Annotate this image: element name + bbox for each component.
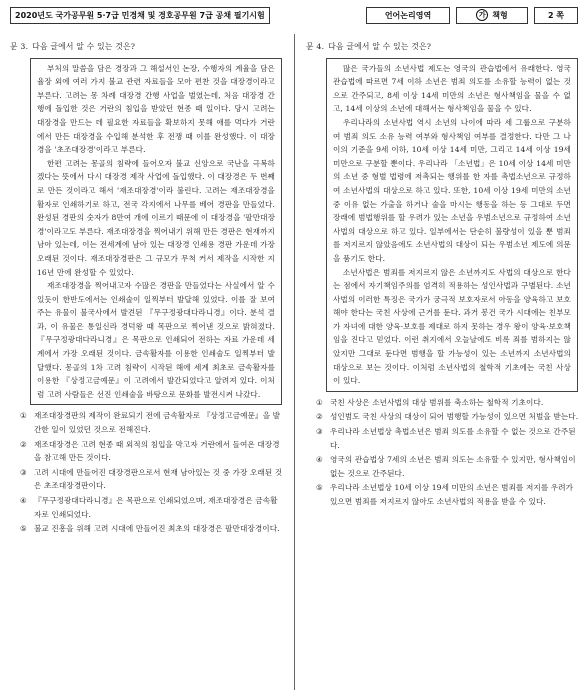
question-3-text: 다음 글에서 알 수 있는 것은?: [32, 42, 136, 51]
option-number: ⑤: [316, 483, 323, 493]
answer-option-3[interactable]: [20, 466, 284, 493]
question-3-options: [8, 409, 284, 535]
question-3-number: 문 3.: [10, 42, 29, 51]
option-text: 재조대장경판의 제작이 완료되기 전에 금속활자로 『상정고금예문』을 발간한 일이 있었던 것으로 전해진다.: [34, 411, 281, 435]
question-4-prompt: [304, 40, 580, 54]
option-text: 우리나라 소년법상 10세 이상 19세 미만의 소년은 범죄를 저지를 우려가 있으면 범죄를 저지르지 않아도 소년사법의 적용을 받을 수 있다.: [330, 483, 574, 506]
answer-option-2[interactable]: [316, 410, 580, 424]
passage-paragraph: 많은 국가들의 소년사법 제도는 영국의 관습법에서 유래한다. 영국 관습법에 따르면 7세 이하 소년은 범죄 의도를 소유할 능력이 없는 것으로 간주되고, 8세 이상 14세 미만의 소년은 형사책임을 물을 수 없고, 14세 이상의 소년에 대해서는 형사책임을 물을 수 있다.: [333, 63, 571, 114]
question-3-passage: [30, 58, 282, 406]
question-4-text: 다음 글에서 알 수 있는 것은?: [328, 42, 432, 51]
option-text: 불교 진흥을 위해 고려 시대에 만들어진 최초의 대장경은 팔만대장경이다.: [34, 524, 280, 534]
option-number: ④: [20, 496, 27, 505]
option-text: 성인범도 국친 사상의 대상이 되어 범행할 가능성이 있으면 처벌을 받는다.: [330, 412, 579, 422]
option-text: 영국의 관습법상 7세의 소년은 범죄 의도는 소유할 수 있지만, 형사책임이 없는 것으로 간주된다.: [330, 455, 576, 478]
option-number: ②: [20, 439, 27, 449]
question-4: [304, 40, 580, 510]
answer-option-2[interactable]: [20, 438, 284, 465]
answer-option-1[interactable]: [316, 396, 580, 410]
option-number: ①: [20, 411, 27, 421]
booklet-type-label: 책형: [492, 10, 508, 20]
option-text: 재조대장경은 고려 현종 때 외적의 침입을 막고자 거란에서 들여온 대장경을 참고해 만든 것이다.: [34, 439, 280, 463]
option-text: 고려 시대에 만들어진 대장경판으로서 현재 남아있는 것 중 가장 오래된 것은 초조대장경판이다.: [34, 467, 283, 491]
option-number: ②: [316, 412, 323, 422]
question-4-options: [304, 396, 580, 509]
option-number: ③: [20, 467, 27, 477]
passage-paragraph: 우리나라의 소년사법 역시 소년의 나이에 따라 세 그룹으로 구분하여 범죄 의도 소유 능력 여부와 형사책임 여부를 결정한다. 다만 그 나이의 기준을 9세 이하, 10세 이상 14세 미만, 그리고 14세 이상 19세 미만으로 구분할 뿐이다. 우리나라 「소년법」은 10세 이상 14세 미만의 소년 중 형벌 법령에 저촉되는 행위를 한 자를 촉법소년으로 규정하여 소년사법의 대상으로 하고 있다. 또한, 10세 이상 19세 미만의 소년 중 이유 없는 가출을 하거나 술을 마시는 행동을 하는 등 그대로 두면 장래에 범법행위를 할 우려가 있는 소년을 우범소년으로 규정하여 소년사법의 대상으로 하고 있다. 일부에서는 단순히 불량성이 있을 뿐 범죄를 저지르지 않았음에도 소년사법의 대상이 되는 우범소년 제도에 의문을 품기도 한다.: [333, 117, 571, 263]
exam-title: 2020년도 국가공무원 5·7급 민경채 및 경호공무원 7급 공채 필기시험: [10, 7, 270, 24]
question-4-passage: [326, 58, 578, 392]
answer-option-3[interactable]: [316, 425, 580, 452]
answer-option-4[interactable]: [20, 494, 284, 521]
passage-paragraph: 한편 고려는 몽골의 침략에 들어오자 불교 신앙으로 국난을 극복하겠다는 뜻에서 다시 대장경 제작 사업에 돌입했다. 이 대장경은 두 번째로 만든 것이라고 해서 '재조대장경'이라 불린다. 고려는 재조대장경을 활자로 인쇄하기로 하고, 전국 각지에서 나무를 베어 경판을 만들었다. 완성된 경판의 숫자가 8만여 개에 이르기 때문에 이 대장경을 '팔만대장경'이라고도 부른다. 재조대장경을 찍어내기 위해 만든 경판은 현재까지 남아 있는데, 이는 전세계에 남아 있는 대장경 인쇄용 경판 가운데 가장 오래된 것이다. 재조대장경판은 그 규모가 무척 커서 제작을 시작한 지 16년 만에 완성할 수 있었다.: [37, 158, 275, 277]
passage-paragraph: 부처의 말씀을 담은 경장과 그 해설서인 논장, 수행자의 계율을 담은 율장 외에 여러 가지 불교 관련 자료들을 모아 편찬 것을 대장경이라고 부른다. 고려는 몽 차례 대장경 간행 사업을 벌였는데, 처음 대장경 간행에 돌입한 것은 거란의 침입을 받았던 현종 때 일이다. 당시 고려는 대장경을 만드는 데 필요한 자료들을 확보하지 못해 애를 먹다가 거란에서 만든 대장경을 수입해 분석한 후 전쟁 때 이를 완성했다. 이 대장경을 '초조대장경'이라고 부른다.: [37, 63, 275, 155]
booklet-type-mark: 가: [476, 9, 488, 21]
option-text: 우리나라 소년법상 촉법소년은 범죄 의도를 소유할 수 없는 것으로 간주된다.: [330, 427, 576, 450]
option-number: ①: [316, 397, 323, 407]
question-3: [8, 40, 284, 537]
option-text: 『무구정광대다라니경』은 목판으로 인쇄되었으며, 재조대장경은 금속활자로 인쇄되었다.: [34, 496, 278, 519]
option-text: 국친 사상은 소년사법의 대상 범위를 축소하는 철학적 기초이다.: [330, 397, 544, 407]
answer-option-1[interactable]: [20, 409, 284, 436]
booklet-type: [456, 7, 528, 24]
passage-paragraph: 소년사법은 범죄를 저지르지 않은 소년까지도 사법의 대상으로 한다는 점에서 자기책임주의를 엄격히 적용하는 성인사법과 구별된다. 소년사법의 이러한 특징은 국가가 궁극적 보호자로서 아동을 양육하고 보호해야 한다는 국친 사상에 근거를 둔다. 과거 봉건 국가 시대에는 친부모가 자녀에 대한 양육·보호를 제대로 하지 못하는 경우 왕이 양육·보호책임을 진다고 믿었다. 이런 취지에서 오늘날에도 비록 죄를 범하지는 않았지만 그대로 둔다면 범행을 할 가능성이 있는 소년까지 소년사법의 대상으로 보는 것이다. 이처럼 소년사법의 철학적 기초에는 국친 사상이 있다.: [333, 267, 571, 386]
question-4-number: 문 4.: [306, 42, 325, 51]
option-number: ④: [316, 455, 323, 465]
answer-option-5[interactable]: [20, 522, 284, 536]
column-divider: [294, 34, 295, 690]
question-3-prompt: [8, 40, 284, 54]
subject-label: 언어논리영역: [366, 7, 450, 24]
passage-paragraph: 재조대장경을 찍어내고자 수많은 경판을 만들었다는 사실에서 알 수 있듯이 한반도에서는 인쇄술이 일찍부터 발달해 있었다. 이를 잘 보여주는 유물이 불국사에서 발견된 『무구정광대다라니경』이다. 분석 결과, 이 유물은 통일신라 경덕왕 때 목판으로 찍어낸 것으로 밝혀졌다. 『무구정광대다라니경』은 목판으로 인쇄되어 전하는 자료 가운데 세계에서 가장 오래된 것이다. 금속활자를 이용한 인쇄술도 일찍부터 발달했다. 몽골의 1차 고려 침략이 시작된 해에 세계 최초로 금속활자를 이용한 『상정고금예문』이 고려에서 발간되었다고 알려져 있다. 이처럼 고려 사람들은 선진 인쇄술을 바탕으로 문화를 발전시켜 나갔다.: [37, 281, 275, 399]
answer-option-4[interactable]: [316, 453, 580, 480]
option-number: ③: [316, 427, 323, 437]
answer-option-5[interactable]: [316, 481, 580, 508]
exam-header: [10, 6, 578, 24]
page-number: 2 쪽: [534, 7, 578, 24]
option-number: ⑤: [20, 524, 27, 534]
